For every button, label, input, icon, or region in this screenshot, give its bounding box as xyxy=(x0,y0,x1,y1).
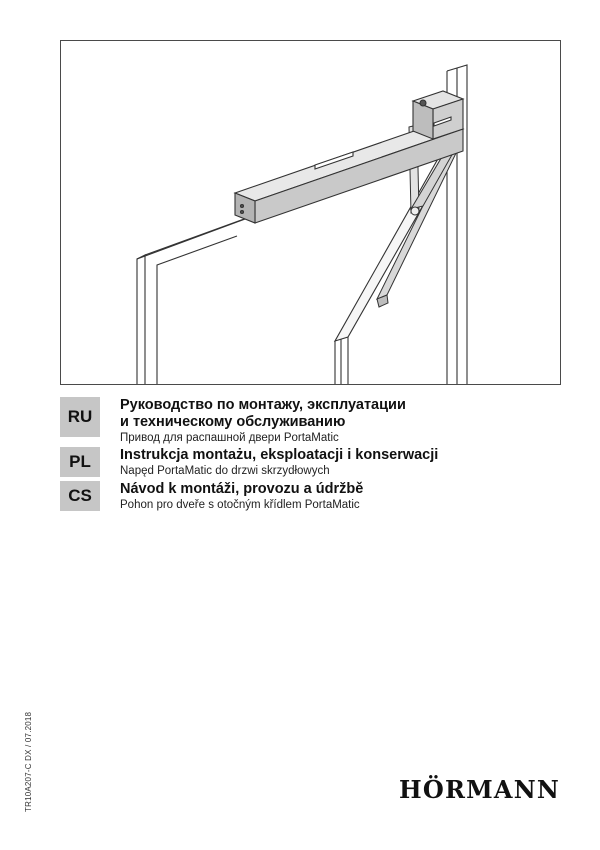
lang-title-pl: Instrukcja montażu, eksploatacji i konserwacji xyxy=(120,447,439,463)
lang-subtitle-pl: Napęd PortaMatic do drzwi skrzydłowych xyxy=(120,465,330,477)
door-drive-drawing xyxy=(61,41,561,385)
lang-badge-pl: PL xyxy=(60,447,100,477)
lang-row-cs xyxy=(60,481,363,512)
document-code: TR10A207-C DX / 07.2018 xyxy=(24,711,33,812)
lang-badge-ru: RU xyxy=(60,397,100,437)
lang-text-ru xyxy=(120,397,406,445)
lang-title-ru: Руководство по монтажу, эксплуатации xyxy=(120,397,406,413)
lang-row-ru xyxy=(60,397,406,445)
lang-text-pl xyxy=(120,447,438,478)
lang-subtitle-ru: Привод для распашной двери PortaMatic xyxy=(120,432,339,444)
frame-left-jamb xyxy=(137,255,145,385)
lang-row-pl xyxy=(60,447,438,478)
lang-title-cs: Návod k montáži, provozu a údržbě xyxy=(120,481,364,497)
brand-logo: HÖRMANN xyxy=(399,775,560,804)
product-illustration xyxy=(60,40,561,385)
lang-subtitle-cs: Pohon pro dveře s otočným křídlem PortaMatic xyxy=(120,499,360,511)
lang-badge-cs: CS xyxy=(60,481,100,511)
lang-title-ru-line2: и техническому обслуживанию xyxy=(120,414,346,430)
lang-text-cs xyxy=(120,481,363,512)
